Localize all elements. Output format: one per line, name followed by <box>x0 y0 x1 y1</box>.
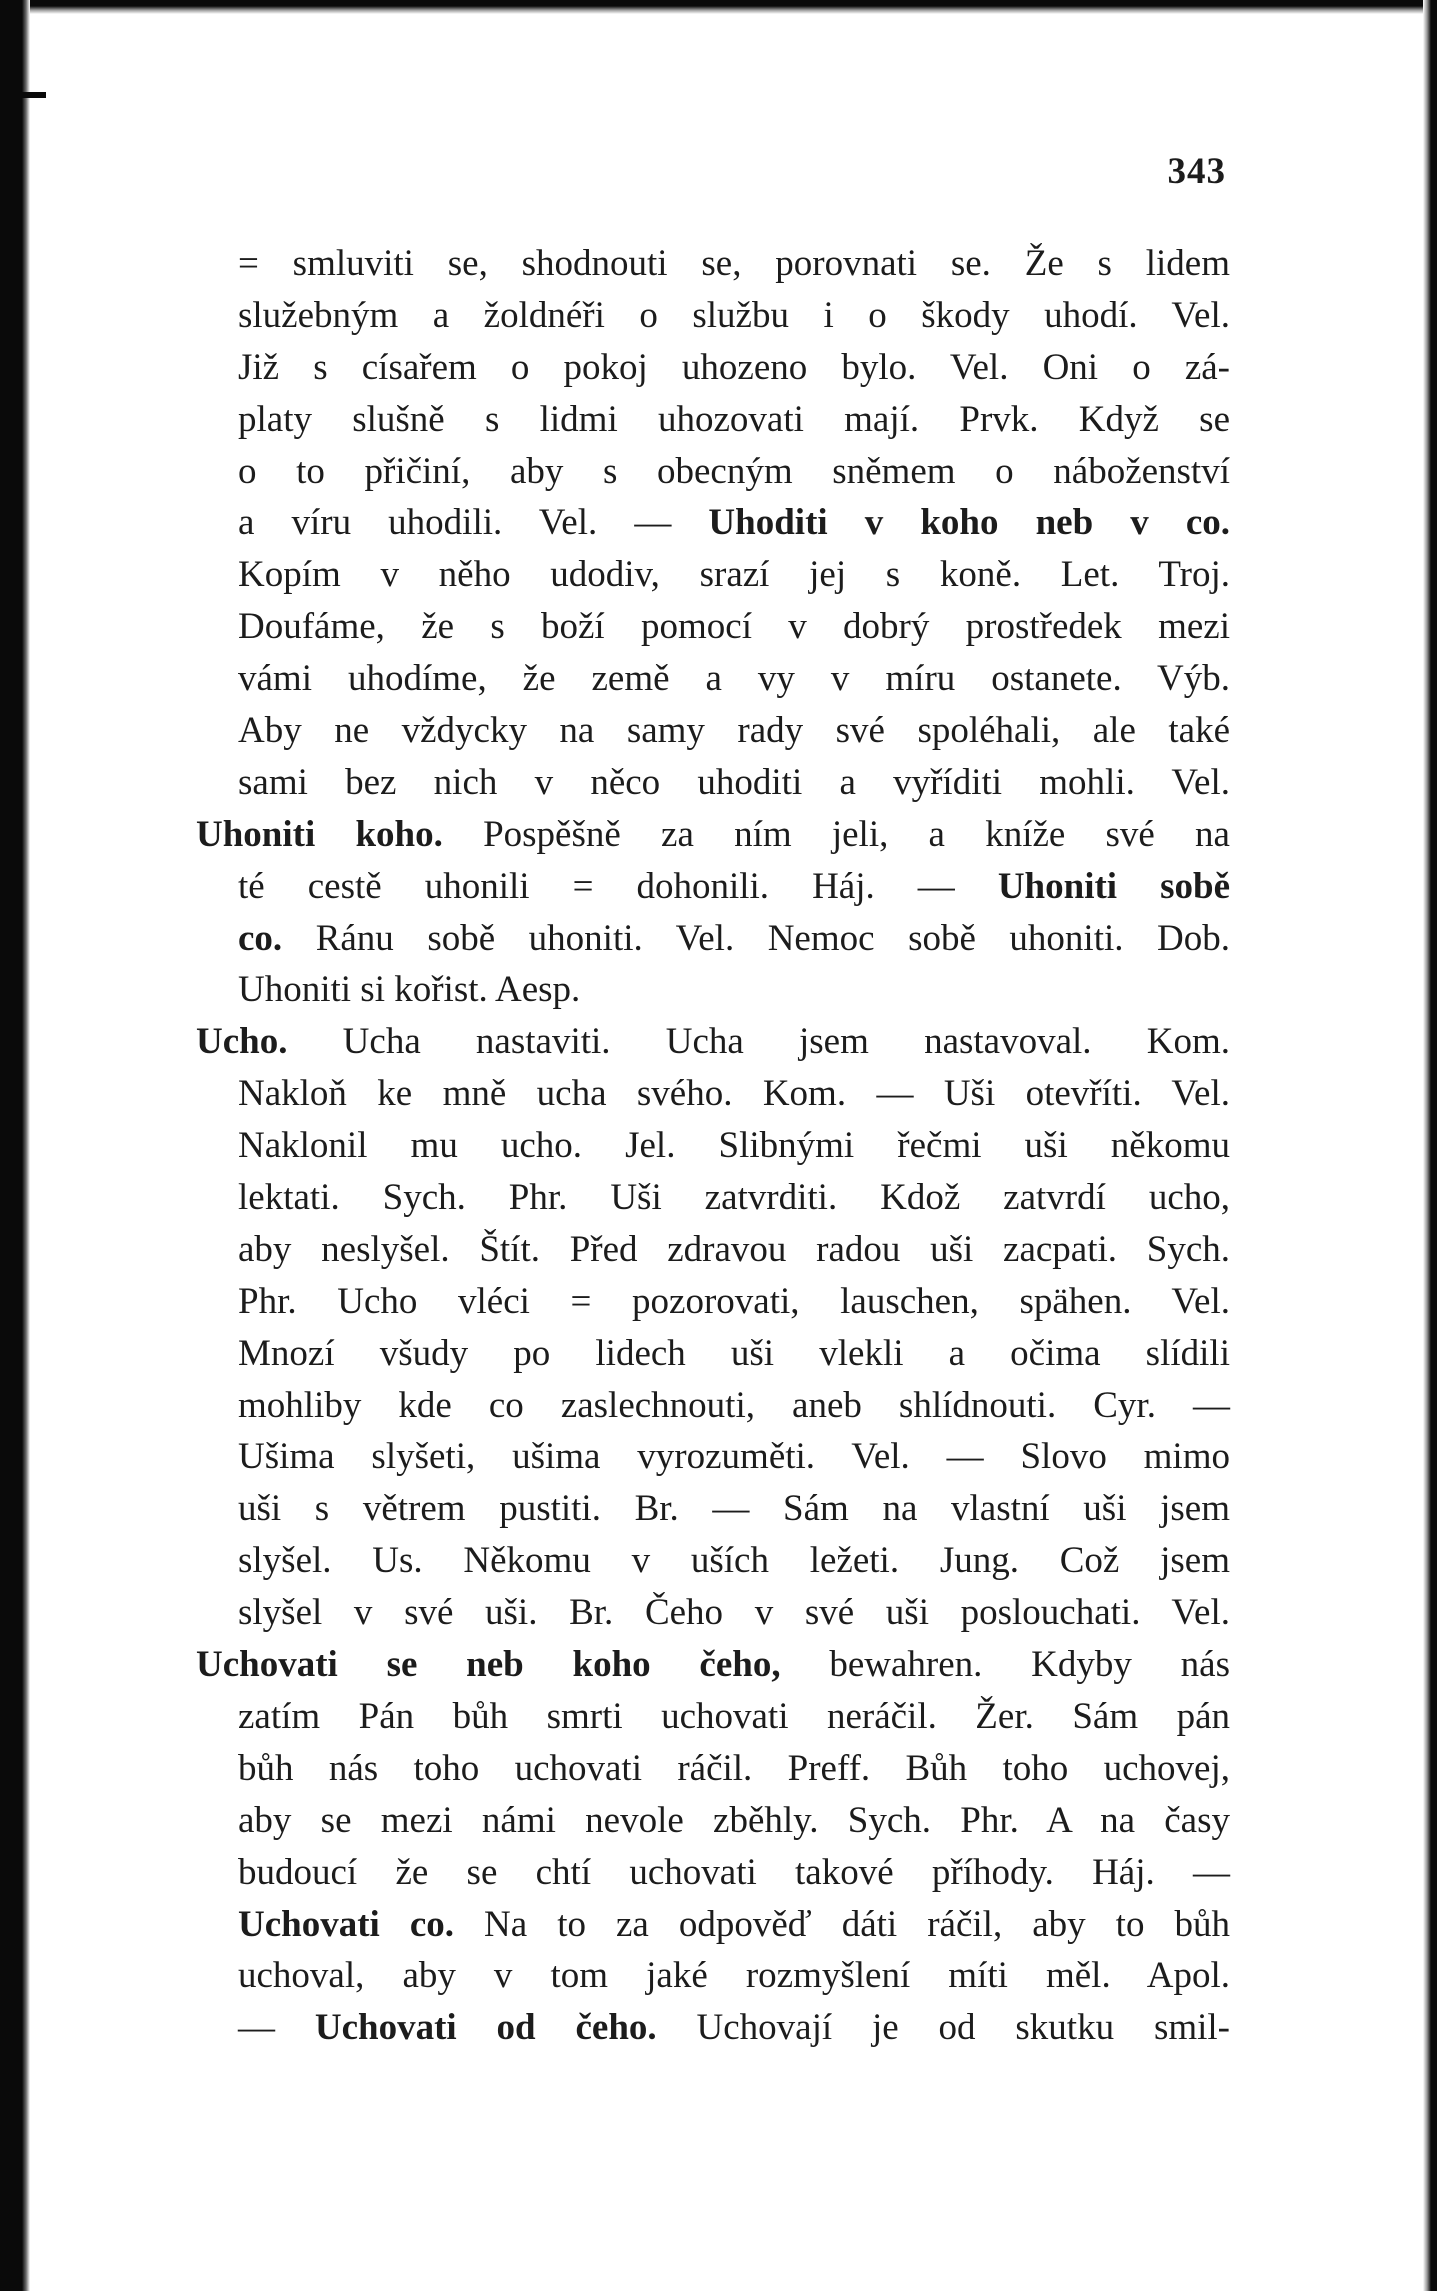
text-line <box>196 1847 1230 1899</box>
text-segment: slyšel. Us. Někomu v uších ležeti. Jung. Což jsem <box>238 1540 1230 1582</box>
text-segment: zatím Pán bůh smrti uchovati neráčil. Žer. Sám pán <box>238 1695 1230 1737</box>
text-line <box>196 705 1230 757</box>
text-line <box>196 1483 1230 1535</box>
text-line <box>196 2002 1230 2054</box>
text-segment: Phr. Ucho vléci = pozorovati, lauschen, spähen. Vel. <box>238 1280 1230 1322</box>
text-segment: aby neslyšel. Štít. Před zdravou radou uši zacpati. Sych. <box>238 1228 1230 1270</box>
text-line <box>196 653 1230 705</box>
text-segment: Nakloň ke mně ucha svého. Kom. — Uši otevříti. Vel. <box>238 1073 1230 1115</box>
text-line <box>196 497 1230 549</box>
text-segment: Pospěšně za ním jeli, a kníže své na <box>442 813 1230 855</box>
dictionary-text <box>196 238 1230 2054</box>
text-segment: Mnozí všudy po lidech uši vlekli a očima slídili <box>238 1332 1230 1374</box>
text-segment: a víru uhodili. Vel. — <box>238 502 709 544</box>
text-segment: slyšel v své uši. Br. Čeho v své uši poslouchati. Vel. <box>238 1592 1230 1634</box>
text-line <box>196 1743 1230 1795</box>
headword: Uhoniti koho. <box>196 813 443 855</box>
page-top-edge <box>0 0 1437 14</box>
text-line <box>196 1535 1230 1587</box>
text-line <box>196 1068 1230 1120</box>
headword: co. <box>238 917 283 959</box>
text-segment: té cestě uhonili = dohonili. Háj. — <box>238 865 998 907</box>
text-segment: budoucí že se chtí uchovati takové příhody. Háj. — <box>238 1851 1230 1893</box>
entry-start-line <box>196 809 1230 861</box>
text-segment: Na to za odpověď dáti ráčil, aby to bůh <box>454 1903 1230 1945</box>
text-line <box>196 1899 1230 1951</box>
text-segment: bewahren. Kdyby nás <box>780 1644 1230 1686</box>
text-segment: bůh nás toho uchovati ráčil. Preff. Bůh toho uchovej, <box>238 1747 1230 1789</box>
text-segment: Aby ne vždycky na samy rady své spoléhali, ale také <box>238 710 1230 752</box>
text-line <box>196 1691 1230 1743</box>
text-line <box>196 1380 1230 1432</box>
text-segment: mohliby kde co zaslechnouti, aneb shlídnouti. Cyr. — <box>238 1384 1230 1426</box>
text-segment: Doufáme, že s boží pomocí v dobrý prostředek mezi <box>238 606 1230 648</box>
text-segment: služebným a žoldnéři o službu i o škody uhodí. Vel. <box>238 294 1230 336</box>
text-line <box>196 1431 1230 1483</box>
text-segment: Uchovají je od skutku smil- <box>656 2007 1230 2049</box>
binding-mark <box>22 92 46 98</box>
text-segment: uchoval, aby v tom jaké rozmyšlení míti měl. Apol. <box>238 1955 1230 1997</box>
text-line <box>196 446 1230 498</box>
text-line <box>196 757 1230 809</box>
text-line <box>196 1172 1230 1224</box>
text-line <box>196 1328 1230 1380</box>
text-segment: uši s větrem pustiti. Br. — Sám na vlastní uši jsem <box>238 1488 1230 1530</box>
text-line <box>196 964 1230 1016</box>
entry-start-line <box>196 1639 1230 1691</box>
text-line <box>196 342 1230 394</box>
text-segment: = smluviti se, shodnouti se, porovnati se. Že s lidem <box>238 243 1230 284</box>
text-line <box>196 238 1230 290</box>
text-segment: Kopím v něho udodiv, srazí jej s koně. Let. Troj. <box>238 554 1230 596</box>
text-line <box>196 549 1230 601</box>
text-segment: aby se mezi námi nevole zběhly. Sych. Phr. A na časy <box>238 1799 1230 1841</box>
text-line <box>196 394 1230 446</box>
headword: Uchovati se neb koho čeho, <box>196 1644 781 1686</box>
text-segment: lektati. Sych. Phr. Uši zatvrditi. Kdož zatvrdí ucho, <box>238 1177 1230 1219</box>
text-segment: Uhoniti si kořist. Aesp. <box>238 969 581 1011</box>
page-binding-edge <box>0 0 30 2291</box>
text-segment: sami bez nich v něco uhoditi a vyříditi mohli. Vel. <box>238 761 1230 803</box>
page-right-edge <box>1423 0 1437 2291</box>
text-segment: Ucha nastaviti. Ucha jsem nastavoval. Kom. <box>287 1021 1230 1063</box>
text-segment: o to přičiní, aby s obecným sněmem o náboženství <box>238 450 1230 492</box>
text-line <box>196 1276 1230 1328</box>
headword: Uchovati od čeho. <box>314 2007 657 2049</box>
text-segment: Již s císařem o pokoj uhozeno bylo. Vel. Oni o zá- <box>238 346 1230 388</box>
text-line <box>196 861 1230 913</box>
text-line <box>196 1950 1230 2002</box>
text-line <box>196 1120 1230 1172</box>
text-segment: — <box>238 2007 315 2049</box>
headword: Ucho. <box>196 1021 288 1063</box>
text-line <box>196 1224 1230 1276</box>
text-line <box>196 913 1230 965</box>
text-segment: platy slušně s lidmi uhozovati mají. Prvk. Když se <box>238 398 1230 440</box>
text-line <box>196 601 1230 653</box>
text-line <box>196 290 1230 342</box>
headword: Uhoditi v koho neb v co. <box>708 502 1230 544</box>
text-line <box>196 1587 1230 1639</box>
text-segment: Ušima slyšeti, ušima vyrozuměti. Vel. — Slovo mimo <box>238 1436 1230 1478</box>
headword: Uhoniti sobě <box>997 865 1230 907</box>
page-number: 343 <box>1167 151 1226 192</box>
entry-start-line <box>196 1016 1230 1068</box>
text-line <box>196 1795 1230 1847</box>
headword: Uchovati co. <box>238 1903 455 1945</box>
text-segment: Naklonil mu ucho. Jel. Slibnými řečmi uši někomu <box>238 1125 1230 1167</box>
text-segment: vámi uhodíme, že země a vy v míru ostanete. Výb. <box>238 658 1230 700</box>
text-segment: Ránu sobě uhoniti. Vel. Nemoc sobě uhoniti. Dob. <box>282 917 1230 959</box>
